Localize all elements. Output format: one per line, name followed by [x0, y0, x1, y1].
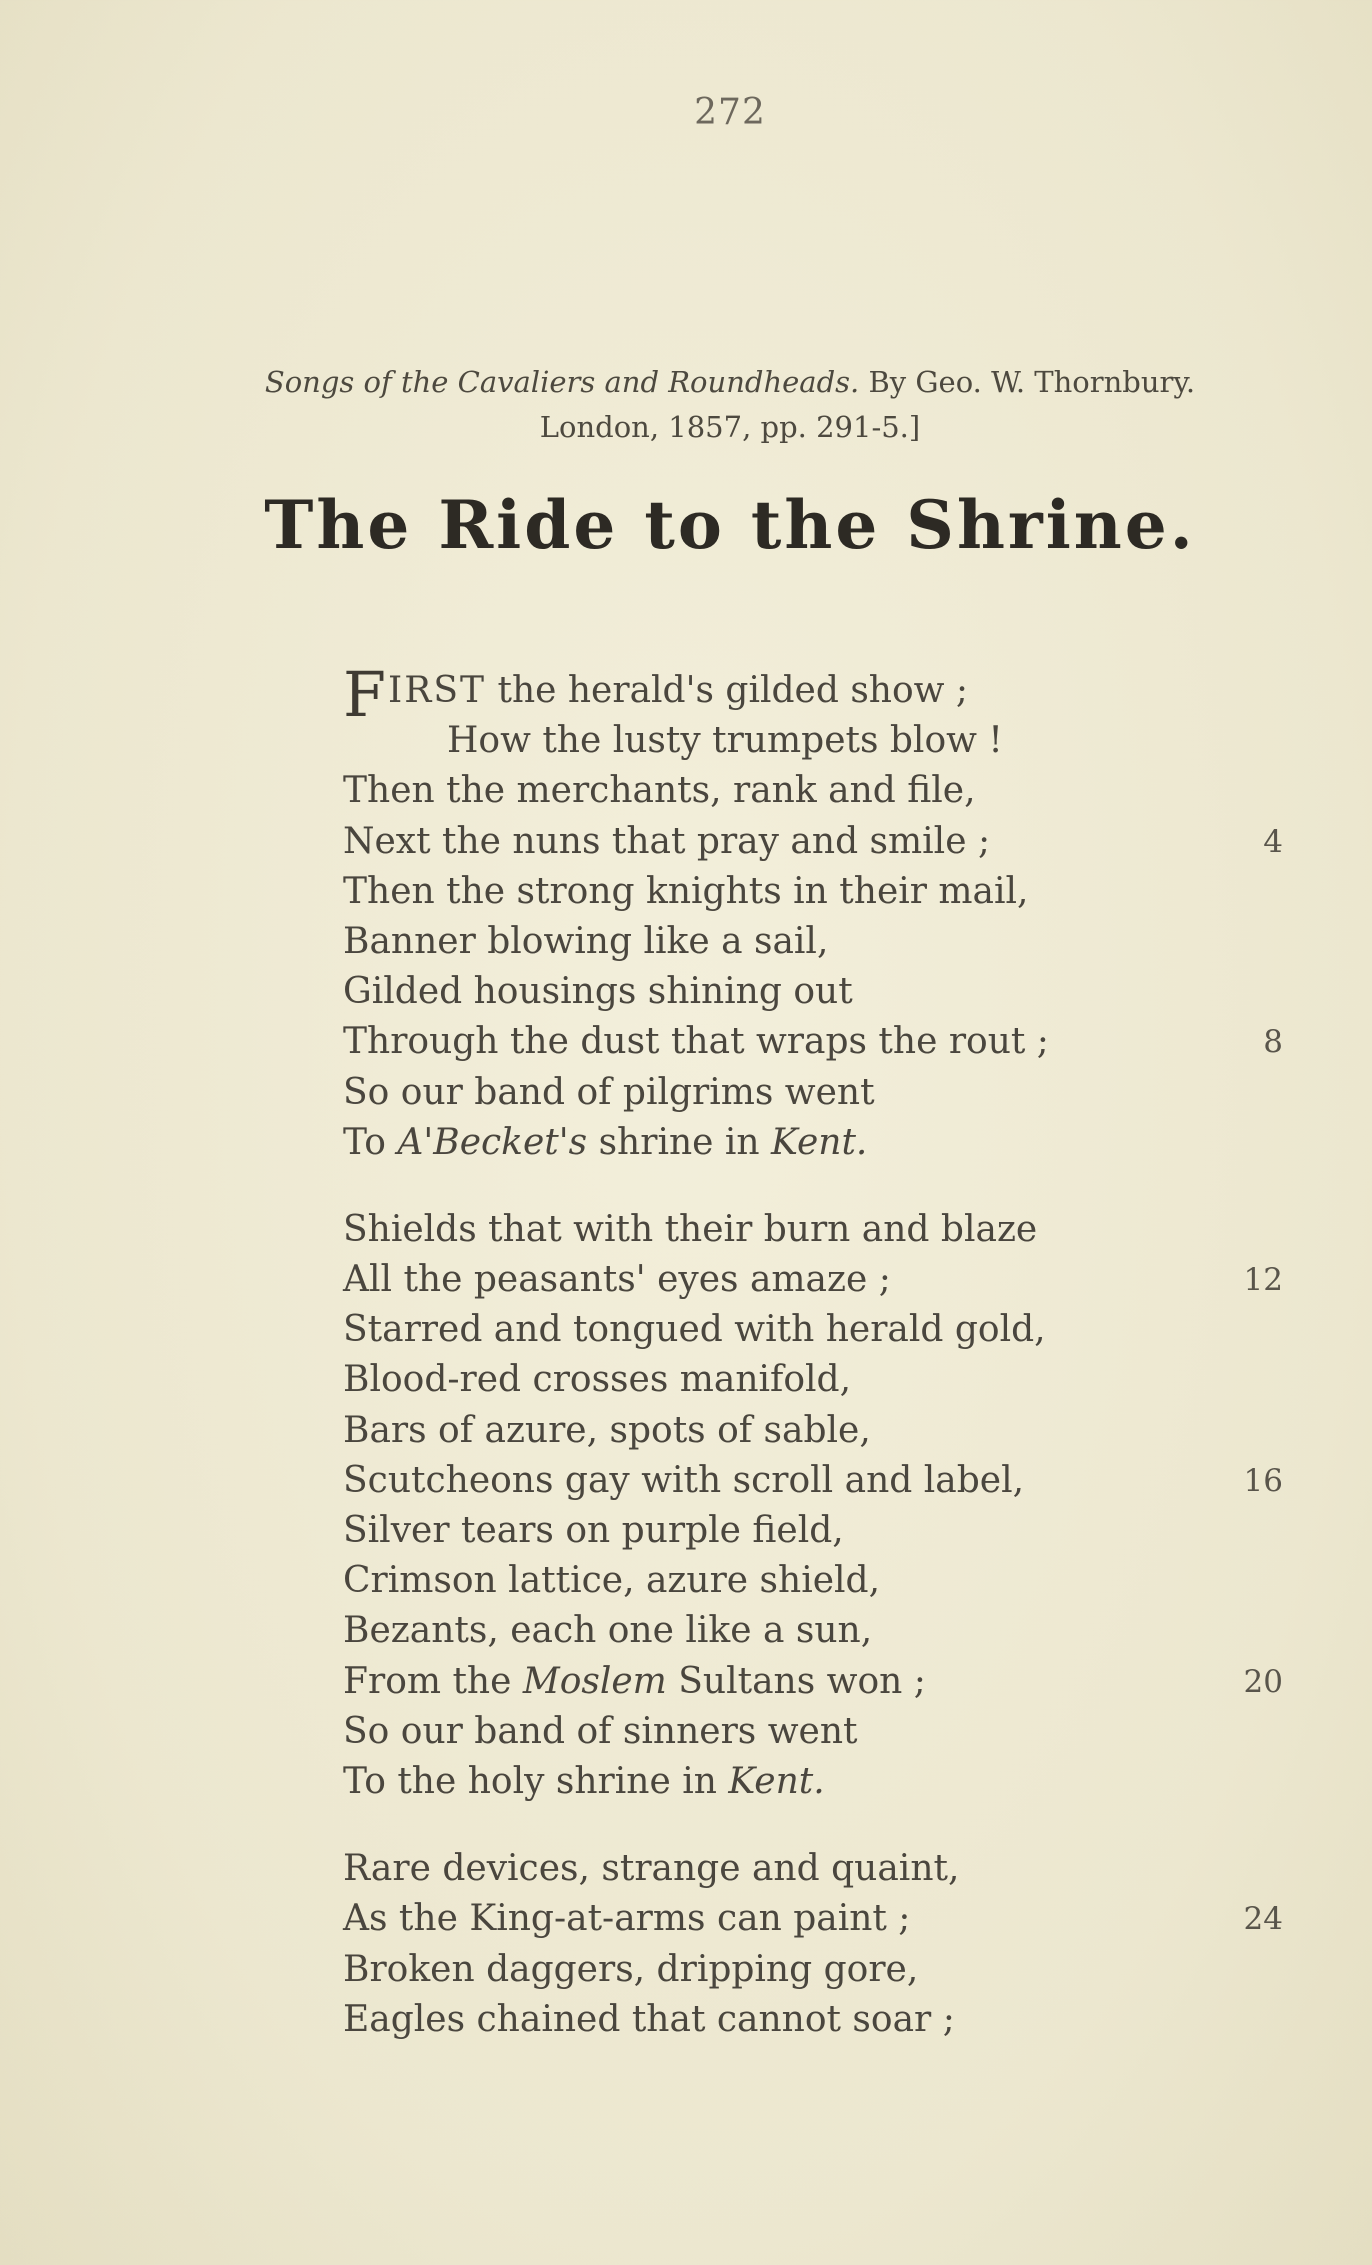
poem-line	[343, 1657, 1283, 1707]
poem-line	[343, 817, 1283, 867]
poem-line	[343, 1118, 1283, 1168]
poem-line: How the lusty trumpets blow !	[447, 720, 1003, 762]
poem-line: Shields that with their burn and blaze	[343, 1208, 1038, 1250]
line-number: 20	[1243, 1663, 1283, 1700]
line-text: All the peasants' eyes amaze ;	[343, 1259, 891, 1301]
stanza-2	[343, 1205, 1283, 1807]
poem-line	[343, 1757, 1283, 1807]
poem-line: Broken daggers, dripping gore,	[343, 1948, 919, 1990]
line-text: As the King-at-arms can paint ;	[343, 1898, 911, 1940]
line-text: To	[343, 1121, 398, 1163]
line-text: Next the nuns that pray and smile ;	[343, 820, 991, 862]
poem-line: Banner blowing like a sail,	[343, 920, 829, 962]
poem-line: Crimson lattice, azure shield,	[343, 1560, 881, 1602]
line-number: 24	[1243, 1901, 1283, 1938]
poem-line	[343, 1017, 1283, 1067]
source-citation	[200, 360, 1260, 450]
poem-body	[343, 658, 1283, 2082]
source-line-1	[200, 360, 1260, 405]
line-number: 4	[1263, 823, 1283, 860]
poem-line: Starred and tongued with herald gold,	[343, 1309, 1046, 1351]
source-book-title: Songs of the Cavaliers and Roundheads.	[264, 365, 860, 399]
poem-line: Bezants, each one like a sun,	[343, 1610, 873, 1652]
italic-name: A'Becket's	[397, 1121, 588, 1163]
poem-line: Blood-red crosses manifold,	[343, 1359, 852, 1401]
italic-name: Moslem	[522, 1660, 667, 1702]
poem-line: Silver tears on purple field,	[343, 1510, 844, 1551]
line-text: the herald's gilded show ;	[486, 670, 969, 711]
poem-line: Then the strong knights in their mail,	[343, 870, 1029, 912]
poem-title: The Ride to the Shrine.	[264, 486, 1196, 564]
poem-line	[343, 1255, 1283, 1305]
line-text: shrine in	[587, 1121, 772, 1163]
drop-cap: F	[343, 658, 387, 731]
source-author: By Geo. W. Thornbury.	[868, 365, 1196, 399]
poem-line	[343, 1894, 1283, 1944]
poem-line: Gilded housings shining out	[343, 971, 853, 1013]
line-number: 8	[1263, 1024, 1283, 1061]
poem-line: So our band of sinners went	[343, 1710, 858, 1752]
stanza-3	[343, 1844, 1283, 2045]
page-number: 272	[694, 92, 766, 133]
small-caps-word: IRST	[388, 670, 487, 711]
stanza-1	[343, 658, 1283, 1168]
line-number: 12	[1243, 1262, 1283, 1299]
poem-line: Then the merchants, rank and file,	[343, 770, 976, 812]
line-text: To the holy shrine in	[343, 1760, 729, 1802]
line-text: Through the dust that wraps the rout ;	[343, 1021, 1049, 1063]
poem-line: Bars of azure, spots of sable,	[343, 1409, 871, 1451]
line-text: Scutcheons gay with scroll and label,	[343, 1459, 1025, 1501]
line-text: From the	[343, 1660, 523, 1702]
poem-line: Rare devices, strange and quaint,	[343, 1848, 960, 1890]
source-publication: London, 1857, pp. 291-5.]	[539, 410, 921, 444]
poem-line: Eagles chained that cannot soar ;	[343, 1998, 955, 2040]
italic-place: Kent.	[771, 1121, 868, 1163]
line-number: 16	[1243, 1462, 1283, 1499]
poem-line: So our band of pilgrims went	[343, 1071, 875, 1113]
italic-place: Kent.	[728, 1760, 825, 1802]
poem-line	[343, 658, 1283, 731]
line-text: Sultans won ;	[666, 1660, 926, 1702]
poem-line	[343, 1456, 1283, 1506]
